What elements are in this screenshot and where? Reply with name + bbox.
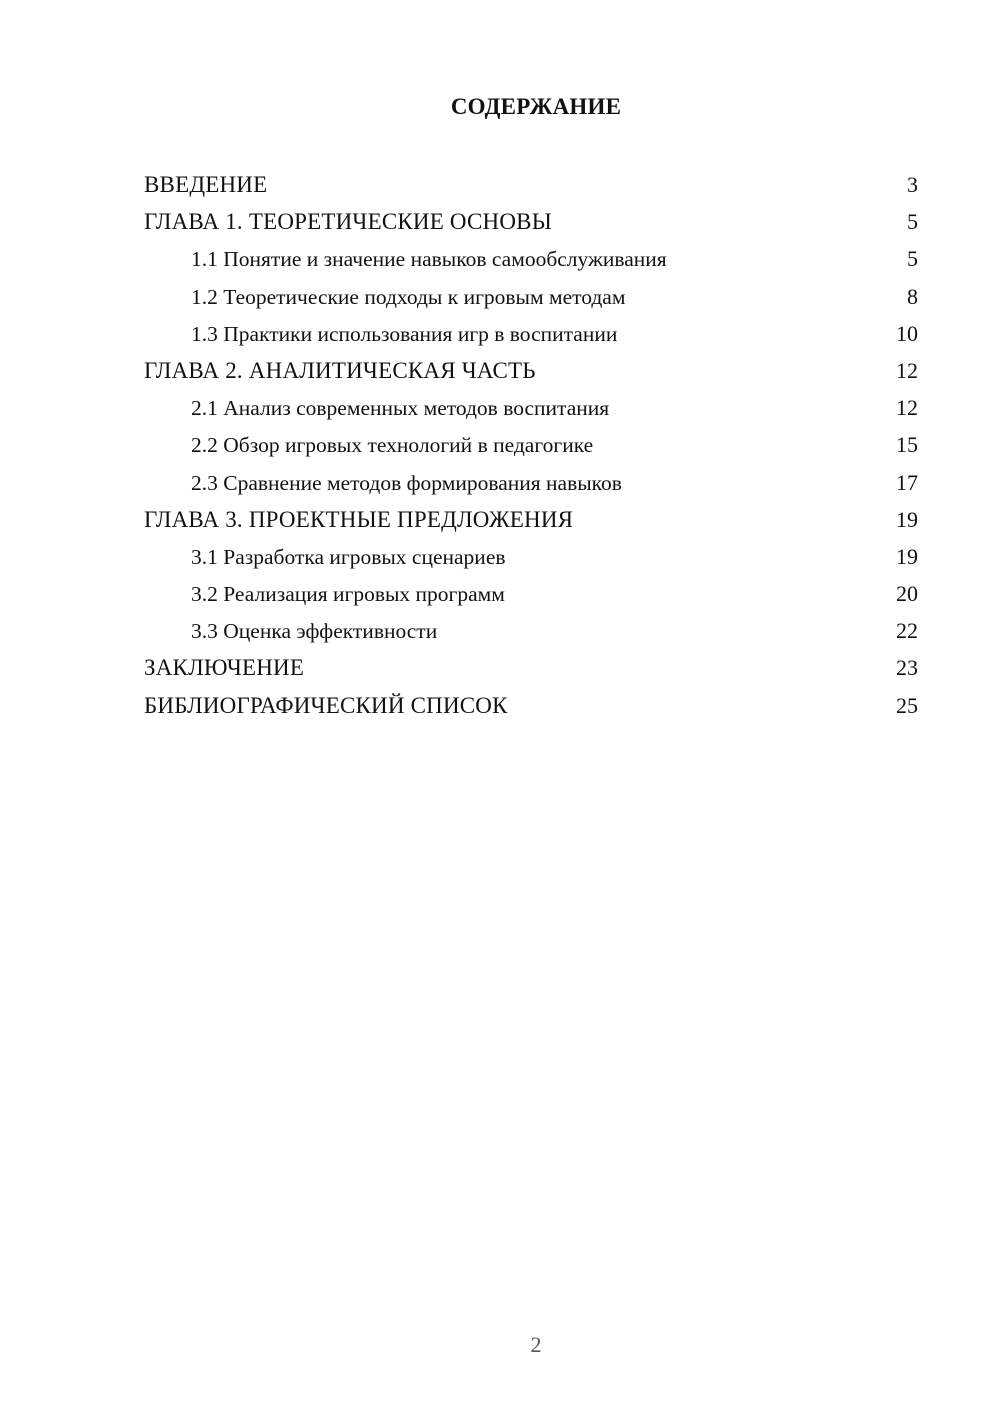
- toc-entry-section-2-1: [144, 389, 918, 426]
- toc-entry-section-1-2: [144, 278, 918, 315]
- toc-entry-label: 1.3 Практики использования игр в воспитании: [191, 321, 618, 346]
- toc-entry-page: 25: [896, 692, 918, 718]
- toc-entry-label: 3.2 Реализация игровых программ: [191, 582, 505, 607]
- toc-entry-page: 8: [907, 283, 918, 309]
- table-of-contents: [144, 166, 918, 724]
- toc-entry-section-1-1: [144, 240, 918, 277]
- toc-entry-page: 19: [896, 506, 918, 532]
- toc-entry-page: 22: [896, 618, 918, 644]
- toc-entry-page: 5: [907, 246, 918, 272]
- toc-entry-label: 2.3 Сравнение методов формирования навыков: [191, 470, 622, 495]
- toc-entry-conclusion: [144, 649, 918, 686]
- toc-entry-page: 12: [896, 357, 918, 383]
- toc-entry-page: 19: [896, 543, 918, 569]
- toc-entry-label: 2.1 Анализ современных методов воспитания: [191, 396, 610, 421]
- toc-entry-label: ГЛАВА 1. ТЕОРЕТИЧЕСКИЕ ОСНОВЫ: [144, 209, 552, 235]
- toc-entry-section-2-3: [144, 464, 918, 501]
- toc-entry-page: 12: [896, 395, 918, 421]
- toc-entry-label: 1.1 Понятие и значение навыков самообслуживания: [191, 247, 667, 272]
- toc-entry-section-3-1: [144, 538, 918, 575]
- toc-entry-page: 20: [896, 581, 918, 607]
- toc-entry-section-2-2: [144, 426, 918, 463]
- toc-entry-label: 1.2 Теоретические подходы к игровым методам: [191, 284, 626, 309]
- toc-entry-bibliography: [144, 687, 918, 724]
- toc-entry-chapter-2: [144, 352, 918, 389]
- toc-entry-section-3-3: [144, 612, 918, 649]
- page-number: 2: [530, 1332, 542, 1357]
- toc-title: СОДЕРЖАНИЕ: [450, 94, 622, 119]
- toc-entry-chapter-1: [144, 203, 918, 240]
- toc-entry-chapter-3: [144, 501, 918, 538]
- toc-entry-section-1-3: [144, 315, 918, 352]
- toc-entry-label: 2.2 Обзор игровых технологий в педагогике: [191, 433, 594, 458]
- toc-entry-label: БИБЛИОГРАФИЧЕСКИЙ СПИСОК: [144, 692, 508, 718]
- toc-entry-section-3-2: [144, 575, 918, 612]
- toc-entry-page: 3: [907, 172, 918, 197]
- toc-entry-label: 3.3 Оценка эффективности: [191, 619, 438, 644]
- toc-entry-page: 15: [896, 432, 918, 458]
- toc-entry-label: ЗАКЛЮЧЕНИЕ: [144, 655, 305, 681]
- toc-entry-page: 10: [896, 320, 918, 346]
- toc-entry-label: ВВЕДЕНИЕ: [144, 172, 268, 197]
- toc-entry-page: 5: [907, 209, 918, 235]
- toc-entry-page: 23: [896, 655, 918, 681]
- toc-entry-label: ГЛАВА 2. АНАЛИТИЧЕСКАЯ ЧАСТЬ: [144, 357, 536, 383]
- toc-entry-introduction: [144, 166, 918, 203]
- toc-entry-label: ГЛАВА 3. ПРОЕКТНЫЕ ПРЕДЛОЖЕНИЯ: [144, 506, 574, 532]
- toc-entry-page: 17: [896, 469, 918, 495]
- toc-entry-label: 3.1 Разработка игровых сценариев: [191, 544, 506, 569]
